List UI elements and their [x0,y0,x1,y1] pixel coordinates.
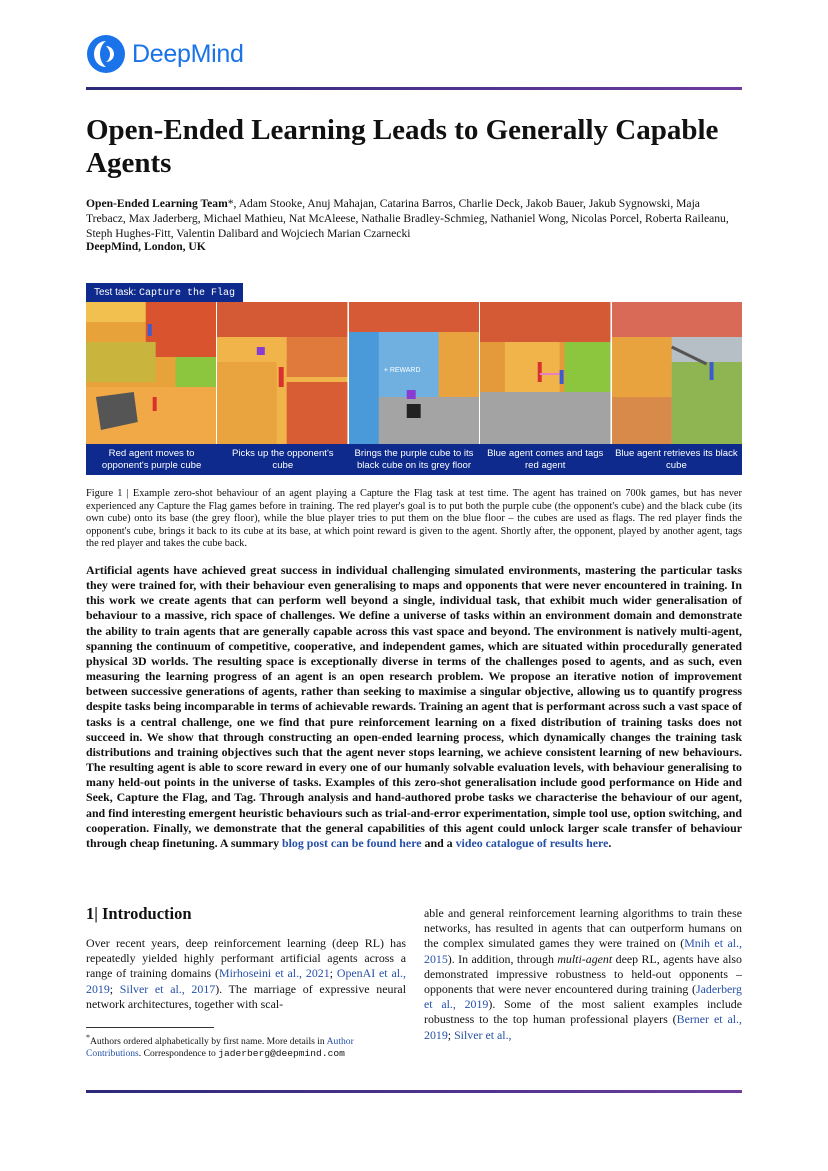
footnote-text: . Correspondence to [138,1048,219,1060]
blog-post-link[interactable]: blog post can be found here [282,835,422,850]
correspondence-email[interactable]: jaderberg@deepmind.com [218,1048,345,1060]
citation-link[interactable]: OpenAI et al., 2019 [86,966,406,996]
abstract-text: Artificial agents have achieved great success in individual challenging simulated environments, mastering the particular tasks they were trained for, with their behaviour even generalising to maps and opponents that were never encountered in training. In this work we create agents that can perform well beyond a single, individual task, that exhibit much wider generalisation of behaviour to a massive, rich space of challenges. We define a universe of tasks within an environment domain and demonstrate the ability to train agents that are generally capable across this vast space and beyond. The environment is natively multi-agent, spanning the continuum of competitive, cooperative, and independent games, which are situated within procedurally generated physical 3D worlds. The resulting space is exceptionally diverse in terms of the challenges posed to agents, and as such, even measuring the learning progress of an agent is an open research problem. We propose an iterative notion of improvement between successive generations of agents, rather than seeking to maximise a singular objective, allowing us to quantify progress despite tasks being incomparable in terms of achievable rewards. Training an agent that is performant across such a vast space of tasks is a central challenge, one we find that pure reinforcement learning on a fixed distribution of training tasks does not succeed in. We show that through constructing an open-ended learning process, which dynamically changes the training task distributions and training objectives such that the agent never stops learning, we achieve consistent learning of new behaviours. The resulting agent is able to score reward in every one of our humanly solvable evaluation levels, with behaviour generalising to many held-out points in the universe of tasks. Examples of this zero-shot generalisation include good performance on Hide and Seek, Capture the Flag, and Tag. Through analysis and hand-authored probe tasks we characterise the behaviour of our agent, and find interesting emergent heuristic behaviours such as trial-and-error experimentation, simple tool use, option switching, and cooperation. Finally, we demonstrate that the general capabilities of this agent could unlock larger scale transfer of behaviour through cheap finetuning. A summary [86,563,742,850]
figure-panel-1 [86,302,217,444]
footnote-text: Authors ordered alphabetically by first name. More details in [90,1036,327,1048]
game-scene-3 [349,302,479,444]
game-scene-1 [86,302,216,444]
figure-caption: Figure 1 | Example zero-shot behaviour of an agent playing a Capture the Flag task at test time. The agent has trained on 700k games, but has never experienced any Capture the Flag games before in training. The red player's goal is to put both the purple cube (the opponent's cube) and the black cube (its own cube) onto its base (the grey floor), while the blue player tries to put them on the blue floor – the cubes are used as flags. The red player finds the opponent's cube, brings it back to its cube at its base, at which point reward is given to the agent. Shortly after, the opponent, played by another agent, tags the red player and takes the cube back. [86,488,742,550]
citation-separator: ; [109,981,120,996]
footnote [86,1032,406,1060]
citation-link[interactable]: Mirhoseini et al., 2021 [219,966,330,981]
figure-image-strip [86,302,742,444]
figure-panel-4 [480,302,611,444]
citation-link[interactable]: Jaderberg et al., 2019 [424,982,742,1012]
emphasis-text: multi-agent [557,951,613,966]
intro-text: ). The marriage of expressive neural network architectures, together with scal- [86,981,406,1011]
intro-text: deep RL, agents have also demonstrated impressive robustness to held-out opponents – opponents that were never encountered during training ( [424,951,742,997]
figure-panel-5 [612,302,742,444]
reward-label: + REWARD [383,366,421,375]
task-tag-prefix: Test task: [94,287,140,298]
header-rule [86,87,742,90]
abstract-end: . [608,835,612,850]
intro-text: ). Some of the most salient examples include robustness to the top human professional players ( [424,997,742,1027]
game-scene-4 [480,302,610,444]
figure-step-caption: Picks up the opponent's cube [232,448,334,471]
abstract-connector: and a [421,835,456,850]
game-scene-2 [217,302,347,444]
paper-title: Open-Ended Learning Leads to Generally Capable Agents [86,114,719,179]
citation-separator: ; [447,1027,455,1042]
abstract [86,563,742,851]
affiliation: DeepMind, London, UK [86,240,206,253]
intro-text: able and general reinforcement learning algorithms to train these networks, has resulted in agents that can outperform humans on the complex simulated games they were trained on ( [424,906,742,951]
deepmind-logo-icon [86,34,126,74]
footer-rule [86,1090,742,1093]
footnote-mark: * [86,1033,90,1042]
citation-separator: ; [329,966,337,981]
task-tag-name: Capture the Flag [139,288,236,299]
intro-text: Over recent years, deep reinforcement learning (deep RL) has repeatedly yielded highly performant artificial agents across a range of training domains ( [86,936,406,981]
author-team: Open-Ended Learning Team [86,197,228,210]
figure-panel-3 [349,302,480,444]
footnote-rule [86,1027,214,1028]
figure-panel-2 [217,302,348,444]
author-contributions-link[interactable]: Author Contributions [86,1036,354,1060]
figure-caption-bar [86,444,742,475]
intro-text: ). In addition, through [447,951,558,966]
citation-link[interactable]: Silver et al., 2017 [119,981,216,996]
figure-step-caption: Brings the purple cube to its black cube on its grey floor [354,448,474,471]
intro-right-column [424,906,742,1043]
citation-link[interactable]: Silver et al., [454,1027,512,1042]
section-heading: 1| Introduction [86,904,192,923]
author-list [86,196,742,241]
intro-left-column [86,936,406,1012]
logo-text: DeepMind [132,39,244,68]
figure-step-caption: Blue agent retrieves its black cube [615,448,738,471]
figure-task-tag [86,283,243,302]
game-scene-5 [612,302,742,444]
author-names: *, Adam Stooke, Anuj Mahajan, Catarina Barros, Charlie Deck, Jakob Bauer, Jakub Sygnowski, Maja Trebacz, Max Jaderberg, Michael Mathieu, Nat McAleese, Nathalie Bradley-Schmieg, Nathaniel Wong, Nicolas Porcel, Roberta Raileanu, Steph Hughes-Fitt, Valentin Dalibard and Wojciech Marian Czarnecki [86,197,729,240]
deepmind-logo [86,34,244,74]
figure-step-caption: Red agent moves to opponent's purple cube [101,448,202,471]
citation-link[interactable]: Berner et al., 2019 [424,1012,743,1042]
figure-step-caption: Blue agent comes and tags red agent [487,448,604,471]
citation-link[interactable]: Mnih et al., 2015 [424,936,742,966]
video-catalogue-link[interactable]: video catalogue of results here [455,835,609,850]
